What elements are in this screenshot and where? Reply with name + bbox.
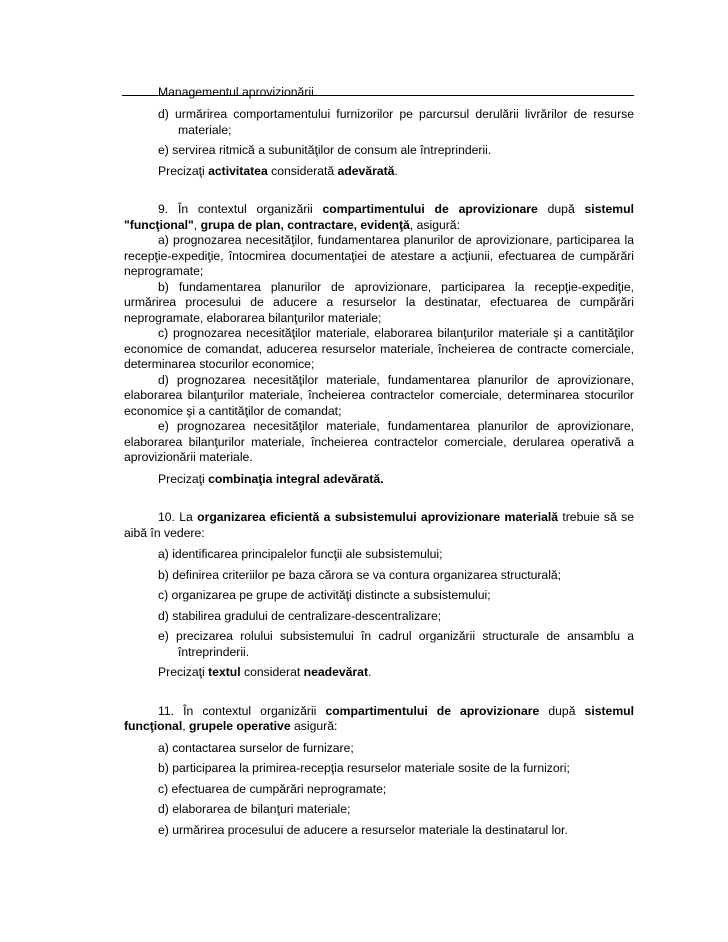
question-11-option-a: a) contactarea surselor de furnizare; — [158, 740, 354, 755]
question-9-option-d: d) prognozarea necesităţilor materiale, fundamentarea planurilor de aprovizionare, elaborarea bilanţurilor materiale, încheierea contractelor comerciale, determinarea stocurilor economice şi a cantităţilor de comandat; — [124, 372, 634, 418]
question-9-option-e: e) prognozarea necesităţilor materiale, fundamentarea planurilor de aprovizionare, elaborarea bilanţurilor materiale, încheierea contractelor comerciale, derularea operativă a aprovizionării materiale. — [124, 419, 634, 464]
question-11-option-d: d) elaborarea de bilanţuri materiale; — [158, 802, 351, 816]
running-header: Managementul aprovizionării — [158, 85, 314, 99]
question-9-option-c: c) prognozarea necesităţilor materiale, elaborarea bilanţurilor materiale şi a cantităţilor economice de comandat, aducerea resurselor materiale, încheierea de contracte comerciale, determinarea stocurilor economice; — [124, 326, 634, 371]
question-10-stem: 10. La organizarea eficientă a subsistemului aprovizionare materială trebuie să se aibă în vedere: — [124, 510, 634, 540]
answer-prompt: Precizaţi activitatea considerată adevărată. — [158, 163, 398, 178]
question-10-option-b: b) definirea criteriilor pe baza cărora se va contura organizarea structurală; — [158, 567, 562, 582]
question-9-prompt: Precizaţi combinaţia integral adevărată. — [158, 471, 384, 486]
question-9-option-a: a) prognozarea necesităţilor, fundamentarea planurilor de aprovizionare, participarea la recepţie-expediţie, întocmirea documentaţiei de atestare a acţiunii, efectuarea de cumpărări neprogramate; — [124, 233, 634, 278]
question-11 — [124, 704, 634, 839]
option-d: d) urmărirea comportamentului furnizorilor pe parcursul derulării livrărilor de resurse materiale; — [158, 107, 634, 137]
question-10-option-d: d) stabilirea gradului de centralizare-descentralizare; — [158, 608, 442, 623]
page-content — [124, 107, 634, 843]
question-9-option-b: b) fundamentarea planurilor de aprovizionare, participarea la recepţie-expediţie, urmărirea procesului de aducere a resurselor la destinatar, efectuarea de cumpărări neprogramate, elaborarea bilanţurilor materiale; — [124, 279, 634, 325]
question-10-option-e: e) precizarea rolului subsistemului în cadrul organizării structurale de ansamblu a întreprinderii. — [158, 629, 634, 659]
option-e: e) servirea ritmică a subunităţilor de consum ale întreprinderii. — [158, 143, 492, 157]
question-11-stem: 11. În contextul organizării compartimentului de aprovizionare după sistemul funcţional, grupele operative asigură: — [124, 703, 634, 733]
question-11-option-e: e) urmărirea procesului de aducere a resurselor materiale la destinatarul lor. — [158, 822, 568, 837]
question-10-prompt: Precizaţi textul considerat neadevărat. — [158, 665, 372, 679]
question-11-option-c: c) efectuarea de cumpărări neprogramate; — [158, 781, 387, 796]
question-9 — [124, 202, 634, 487]
question-11-option-b: b) participarea la primirea-recepţia resurselor materiale sosite de la furnizori; — [158, 761, 570, 775]
question-10-option-c: c) organizarea pe grupe de activităţi distincte a subsistemului; — [158, 588, 491, 602]
question-10 — [124, 510, 634, 681]
previous-question-continuation — [124, 107, 634, 159]
question-10-option-a: a) identificarea principalelor funcţii ale subsistemului; — [158, 547, 443, 561]
question-9-stem: 9. În contextul organizării compartimentului de aprovizionare după sistemul "funcţional", grupa de plan, contractare, evidenţă, asigură: — [124, 202, 634, 232]
header-rule — [122, 95, 634, 96]
